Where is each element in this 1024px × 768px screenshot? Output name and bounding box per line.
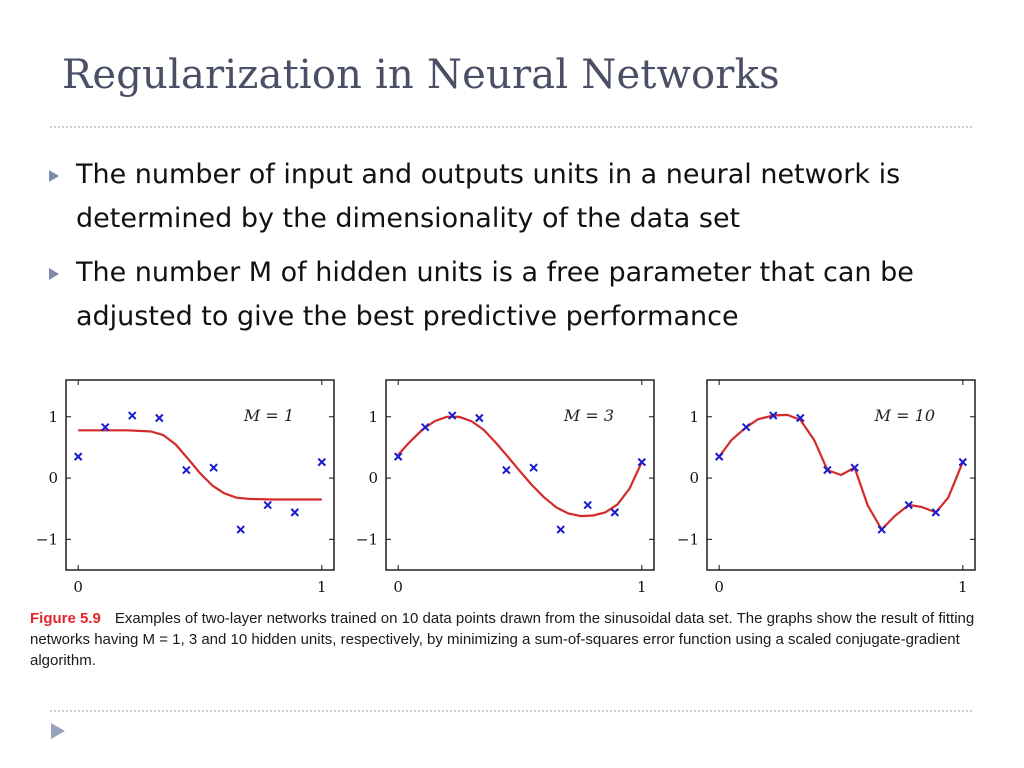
triangle-right-icon[interactable]: [50, 722, 66, 740]
model-annotation: M = 10: [874, 406, 935, 425]
figure-caption: [30, 608, 995, 671]
figure-5-9-charts: [0, 360, 1024, 600]
footer-divider: [50, 710, 972, 712]
data-point: [156, 415, 163, 422]
y-tick-label: 0: [689, 469, 699, 488]
fitted-curve: [719, 415, 963, 530]
bullet-item: [48, 251, 978, 339]
data-point: [503, 467, 510, 474]
caption-text: Examples of two-layer networks trained on 10 data points drawn from the sinusoidal data set. The graphs show the result of fitting networks having M = 1, 3 and 10 hidden units, respectively, by minimizing a sum-of-squares error function using a scaled conjugate-gradient algorithm.: [30, 610, 975, 669]
model-annotation: M = 1: [243, 406, 294, 425]
fitted-curve: [78, 430, 322, 499]
data-point: [237, 526, 244, 533]
triangle-right-icon: [48, 169, 60, 183]
data-point: [557, 526, 564, 533]
x-tick-label: 1: [637, 578, 647, 596]
title-divider: [50, 126, 972, 128]
data-point: [584, 502, 591, 509]
x-tick-label: 0: [714, 578, 724, 596]
data-point: [743, 424, 750, 431]
data-point: [264, 502, 271, 509]
data-point: [210, 464, 217, 471]
triangle-right-icon: [48, 267, 60, 281]
data-point: [291, 509, 298, 516]
data-point: [75, 453, 82, 460]
data-point: [716, 453, 723, 460]
model-annotation: M = 3: [563, 406, 614, 425]
bullet-text: The number M of hidden units is a free parameter that can be adjusted to give the best predictive performance: [76, 257, 914, 332]
data-point: [476, 415, 483, 422]
data-point: [183, 467, 190, 474]
y-tick-label: −1: [355, 530, 378, 549]
data-point: [318, 459, 325, 466]
y-tick-label: 1: [48, 407, 58, 426]
bullet-text: The number of input and outputs units in a neural network is determined by the dimensionality of the data set: [76, 159, 901, 234]
x-tick-label: 1: [958, 578, 968, 596]
y-tick-label: 0: [368, 469, 378, 488]
data-point: [878, 526, 885, 533]
data-point: [449, 412, 456, 419]
slide-title: Regularization in Neural Networks: [62, 52, 780, 98]
y-tick-label: −1: [35, 530, 58, 549]
data-point: [530, 464, 537, 471]
fitted-curve: [398, 417, 642, 516]
x-tick-label: 0: [393, 578, 403, 596]
data-point: [611, 509, 618, 516]
x-tick-label: 0: [73, 578, 83, 596]
bullet-item: [48, 153, 978, 241]
x-tick-label: 1: [317, 578, 327, 596]
y-tick-label: 1: [368, 407, 378, 426]
y-tick-label: 0: [48, 469, 58, 488]
figure-label: Figure 5.9: [30, 610, 101, 627]
y-tick-label: 1: [689, 407, 699, 426]
y-tick-label: −1: [676, 530, 699, 549]
data-point: [129, 412, 136, 419]
